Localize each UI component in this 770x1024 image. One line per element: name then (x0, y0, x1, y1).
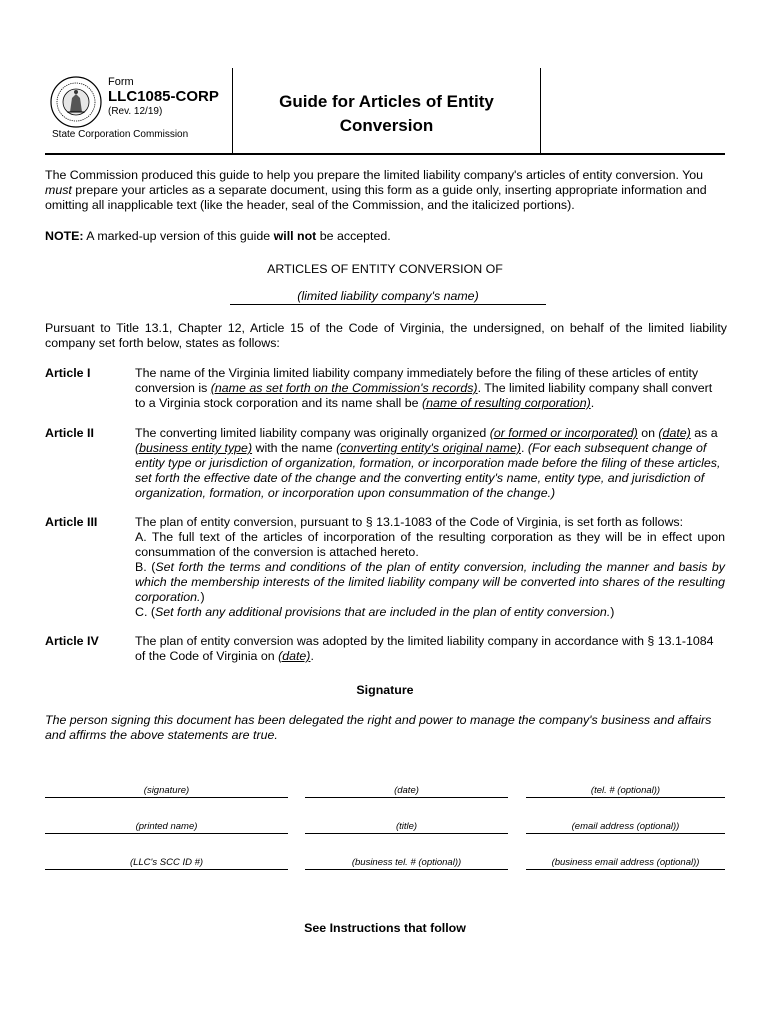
header-divider-right (540, 68, 541, 154)
article-2-label: Article II (45, 426, 94, 440)
business-telephone-field: (business tel. # (optional)) (305, 856, 508, 870)
form-code: LLC1085-CORP (108, 88, 219, 105)
article-3-text: The plan of entity conversion, pursuant to § 13.1-1083 of the Code of Virginia, is set forth as follows: A. The full text of the articles of incorporation of the resulting corporation as they will be in effect upon consummation of the conversion is attached hereto. B. (Set forth the terms and conditions of the plan of entity conversion, including the manner and basis by which the membership interests of the limited liability company will be converted into shares of the resulting corporation.) C. (Set forth any additional provisions that are included in the plan of entity conversion.) (135, 515, 725, 619)
article-1-label: Article I (45, 366, 91, 380)
pursuant-paragraph: Pursuant to Title 13.1, Chapter 12, Article 15 of the Code of Virginia, the undersigned, on behalf of the limited liability company set forth below, states as follows: (45, 321, 727, 350)
signature-heading: Signature (356, 683, 414, 697)
signature-statement: The person signing this document has been delegated the right and power to manage the company's business and affairs and affirms the above statements are true. (45, 713, 712, 742)
article-4-label: Article IV (45, 634, 99, 648)
business-email-field: (business email address (optional)) (526, 856, 725, 870)
email-field: (email address (optional)) (526, 820, 725, 834)
title-field: (title) (305, 820, 508, 834)
signature-field: (signature) (45, 784, 288, 798)
form-label: Form (108, 76, 134, 88)
agency-name: State Corporation Commission (52, 129, 189, 140)
page-title: Guide for Articles of Entity Conversion (279, 92, 494, 135)
printed-name-field: (printed name) (45, 820, 288, 834)
article-1-text: The name of the Virginia limited liability company immediately before the filing of these articles of entity conversion is (name as set forth on the Commission's records). The limited liability company shall convert to a Virginia stock corporation and its name shall be (name of resulting corporation). (135, 366, 713, 410)
date-field: (date) (305, 784, 508, 798)
note-paragraph: NOTE: A marked-up version of this guide will not be accepted. (45, 229, 391, 243)
company-name-field: (limited liability company's name) (230, 289, 546, 305)
header-rule (45, 153, 725, 155)
footer-note: See Instructions that follow (304, 921, 466, 935)
telephone-field: (tel. # (optional)) (526, 784, 725, 798)
intro-paragraph: The Commission produced this guide to help you prepare the limited liability company's articles of entity conversion. You must prepare your articles as a separate document, using this form as a guide only, inserting appropriate information and omitting all inapplicable text (like the header, seal of the Commission, and the italicized portions). (45, 168, 707, 212)
article-4-text: The plan of entity conversion was adopted by the limited liability company in accordance with § 13.1-1084 of the Code of Virginia on (date). (135, 634, 714, 663)
article-2-text: The converting limited liability company was originally organized (or formed or incorporated) on (date) as a (business entity type) with the name (converting entity's original name). (For each subsequent change of entity type or jurisdiction of organization, formation, or incorporation made before the filing of these articles, set forth the effective date of the change and the converting entity's name, entity type, and jurisdiction of organization, formation, or incorporation upon consummation of the change.) (135, 426, 721, 500)
article-3-label: Article III (45, 515, 98, 529)
form-revision: (Rev. 12/19) (108, 106, 163, 117)
commonwealth-seal-icon (50, 76, 102, 128)
articles-heading: ARTICLES OF ENTITY CONVERSION OF (267, 262, 503, 276)
scc-id-field: (LLC's SCC ID #) (45, 856, 288, 870)
